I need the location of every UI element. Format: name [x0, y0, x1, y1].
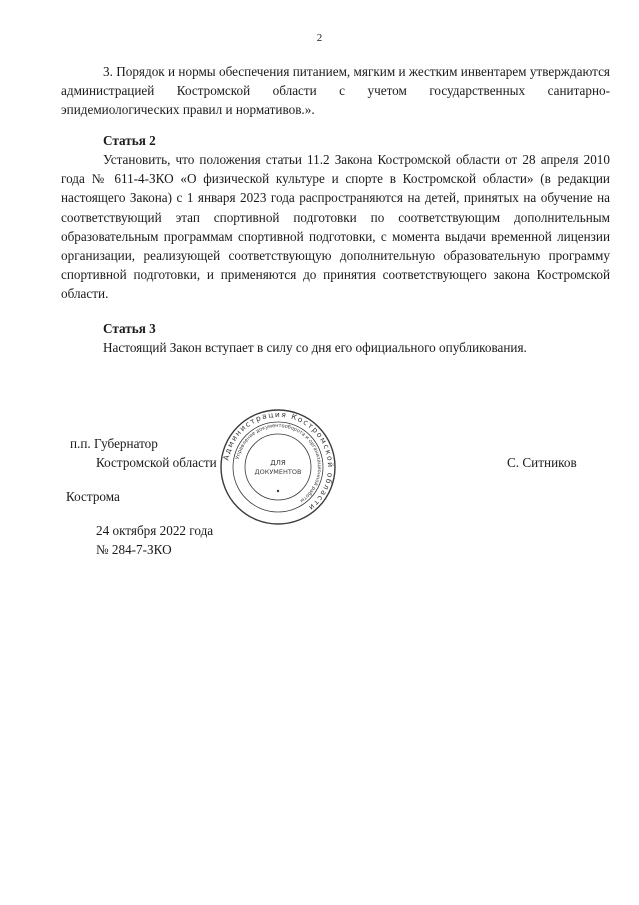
seal-center-line2: ДОКУМЕНТОВ: [254, 468, 302, 476]
signature-title: п.п. Губернатор: [70, 436, 158, 451]
article-3-heading: Статья 3: [103, 321, 156, 336]
signature-region: Костромской области: [96, 455, 217, 470]
seal-inner-text: Управление документооборота и организационной работы: [234, 422, 323, 504]
law-date: 24 октября 2022 года: [96, 523, 214, 538]
signature-name: С. Ситников: [507, 455, 577, 470]
clause-3-paragraph: 3. Порядок и нормы обеспечения питанием, мягким и жестким инвентарем утверждаются администрацией Костромской области с учетом государственных санитарно-эпидемиологических правил и нормативов.».: [61, 64, 610, 118]
seal-outer-text: Администрация Костромской области: [221, 409, 336, 514]
article-3-paragraph: Настоящий Закон вступает в силу со дня его официального опубликования.: [103, 340, 527, 355]
article-2-paragraph: Установить, что положения статьи 11.2 Закона Костромской области от 28 апреля 2010 года № 611-4-ЗКО «О физической культуре и спорте в Костромской области» (в редакции настоящего Закона) с 1 января 2023 года распространяются на детей, принятых на обучение на соответствующий этап спортивной подготовки по соответствующим дополнительным образовательным программам спортивной подготовки, с момента выдачи временной лицензии организации, реализующей соответствующую дополнительную образовательную программу спортивной подготовки, и применяются до принятия соответствующего закона Костромской области.: [61, 152, 610, 302]
law-number: № 284-7-ЗКО: [96, 542, 172, 557]
seal-center-dot: [277, 490, 279, 492]
city: Кострома: [66, 489, 120, 504]
article-2-heading: Статья 2: [103, 133, 156, 148]
official-seal-stamp: [218, 407, 338, 527]
seal-center-line1: ДЛЯ: [270, 459, 286, 467]
page-number: 2: [316, 32, 323, 44]
